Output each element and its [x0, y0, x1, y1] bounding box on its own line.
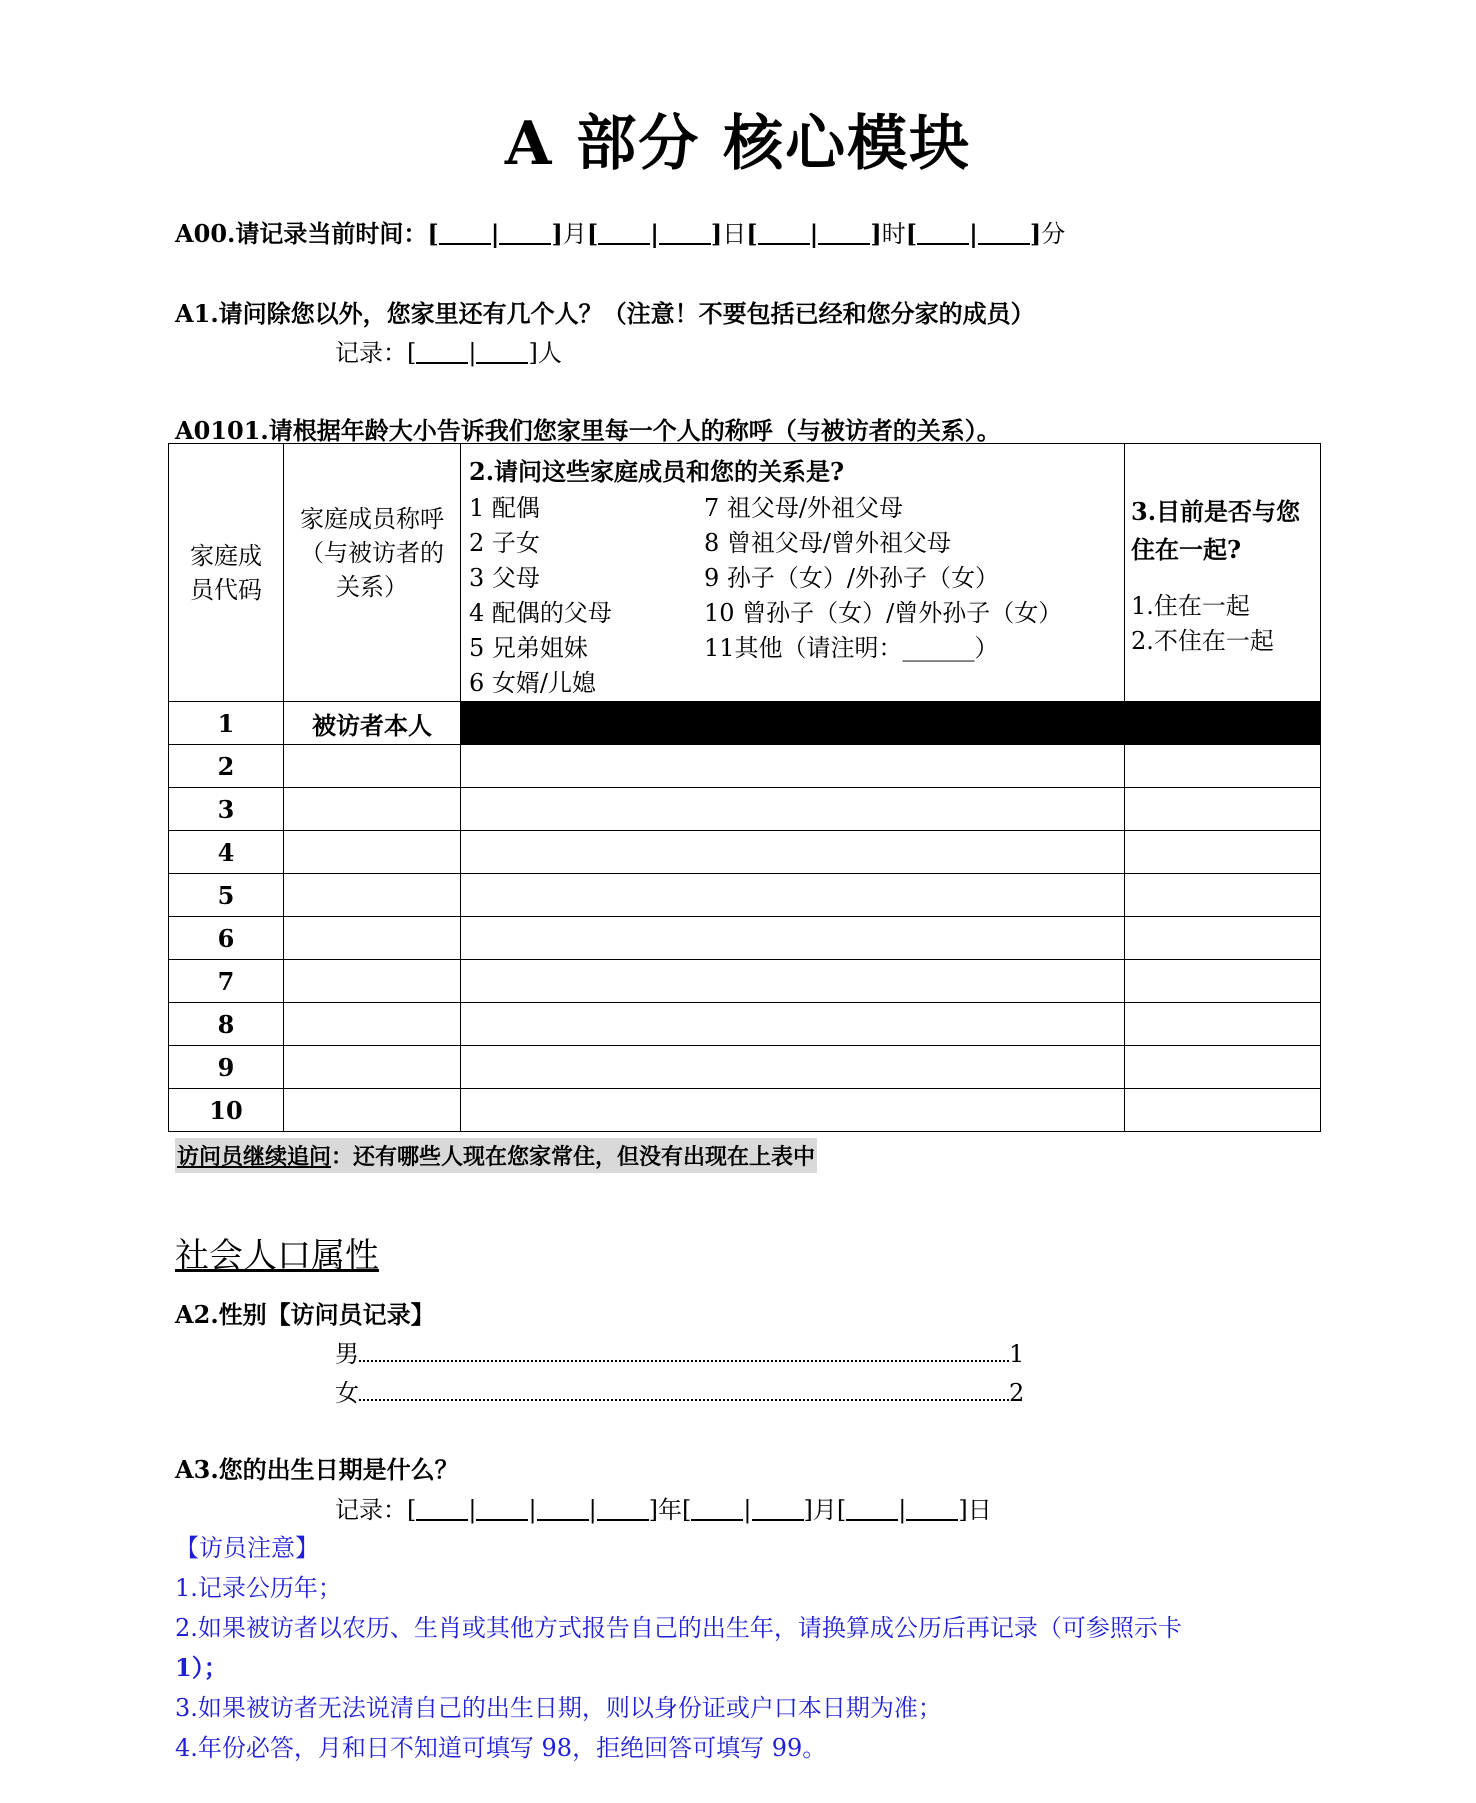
relationship-option-6: 6 女婿/儿媳 [469, 669, 596, 697]
table-row [169, 1003, 1321, 1046]
relationship-options-right [704, 491, 1062, 701]
blank-minute-1[interactable] [917, 221, 969, 245]
member-title-cell[interactable] [284, 1003, 461, 1046]
live-together-cell[interactable] [1125, 745, 1321, 788]
member-title-cell[interactable] [284, 788, 461, 831]
followup-note [175, 1138, 817, 1173]
unit-day: 日 [722, 220, 747, 248]
relationship-cell[interactable] [461, 874, 1125, 917]
blank-year-1[interactable] [416, 1497, 468, 1521]
section-title: 社会人口属性 [175, 1236, 379, 1276]
live-together-cell[interactable] [1125, 917, 1321, 960]
live-together-options [1131, 589, 1314, 659]
member-title-cell[interactable] [284, 831, 461, 874]
live-together-cell[interactable] [1125, 788, 1321, 831]
blank-year-3[interactable] [537, 1497, 589, 1521]
header-relationship [461, 444, 1125, 702]
relationship-cell[interactable] [461, 1046, 1125, 1089]
a3-record: 记录：[ | | | ]年[ | ]月[ | ]日 [335, 1496, 992, 1524]
blank-year-2[interactable] [476, 1497, 528, 1521]
table-row [169, 702, 1321, 745]
blank-hour-2[interactable] [818, 221, 870, 245]
member-code-cell: 8 [169, 1003, 284, 1046]
blank-count-2[interactable] [476, 340, 528, 364]
live-option-1: 1.住在一起 [1131, 591, 1250, 620]
a1-record: 记录：[ | ]人 [335, 339, 562, 367]
question-a00: A00.请记录当前时间：[ | ]月[ | ]日[ | ]时[ | ]分 [175, 219, 1066, 248]
unit-hour: 时 [881, 220, 906, 248]
relationship-option-ext-3: 9 孙子（女）/外孙子（女） [704, 564, 999, 592]
member-code-cell: 6 [169, 917, 284, 960]
header-member-code: 家庭成员代码 [169, 444, 284, 702]
record-label: 记录： [335, 339, 407, 367]
relationship-question: 2.请问这些家庭成员和您的关系是? [469, 457, 845, 486]
relationship-option-ext-4: 10 曾孙子（女）/曾外孙子（女） [704, 599, 1063, 627]
table-row [169, 788, 1321, 831]
table-row [169, 917, 1321, 960]
live-together-cell [1125, 702, 1321, 745]
header-live-together [1125, 444, 1321, 702]
member-code-cell: 5 [169, 874, 284, 917]
member-title-cell[interactable] [284, 745, 461, 788]
blank-day-1[interactable] [598, 221, 650, 245]
page-title: A 部分 核心模块 [504, 109, 972, 179]
relationship-cell[interactable] [461, 831, 1125, 874]
live-together-cell[interactable] [1125, 874, 1321, 917]
blank-minute-2[interactable] [978, 221, 1030, 245]
blank-month-2[interactable] [499, 221, 551, 245]
blank-hour-1[interactable] [758, 221, 810, 245]
note-3: 3.如果被访者无法说清自己的出生日期，则以身份证或户口本日期为准； [175, 1694, 942, 1722]
question-a0101: A0101.请根据年龄大小告诉我们您家里每一个人的称呼（与被访者的关系）。 [175, 416, 1001, 445]
blank-bmonth-1[interactable] [691, 1497, 743, 1521]
table-row [169, 745, 1321, 788]
relationship-option-4: 4 配偶的父母 [469, 599, 612, 627]
blank-count-1[interactable] [416, 340, 468, 364]
relationship-cell[interactable] [461, 960, 1125, 1003]
blank-bmonth-2[interactable] [752, 1497, 804, 1521]
header-member-title: 家庭成员称呼（与被访者的关系） [284, 444, 461, 702]
note-1: 1.记录公历年； [175, 1574, 342, 1602]
relationship-option-ext-5: 11其他（请注明：______） [704, 634, 999, 662]
relationship-cell [461, 702, 1125, 745]
relationship-option-2: 2 子女 [469, 529, 540, 557]
live-together-cell[interactable] [1125, 1003, 1321, 1046]
table-row [169, 874, 1321, 917]
member-code-cell: 7 [169, 960, 284, 1003]
member-code-cell: 10 [169, 1089, 284, 1132]
member-title-cell[interactable] [284, 917, 461, 960]
a2-option-female[interactable]: 女 2 [335, 1379, 1025, 1407]
a00-label: A00.请记录当前时间： [175, 219, 428, 248]
relationship-option-5: 5 兄弟姐妹 [469, 634, 588, 662]
blank-bday-1[interactable] [846, 1497, 898, 1521]
relationship-cell[interactable] [461, 1089, 1125, 1132]
note-2: 2.如果被访者以农历、生肖或其他方式报告自己的出生年，请换算成公历后再记录（可参照示卡 [175, 1614, 1182, 1642]
member-code-cell: 1 [169, 702, 284, 745]
relationship-options-left [469, 491, 704, 701]
member-title-cell[interactable] [284, 960, 461, 1003]
live-option-2: 2.不住在一起 [1131, 626, 1274, 655]
relationship-option-ext-1: 7 祖父母/外祖父母 [704, 494, 903, 522]
member-code-cell: 3 [169, 788, 284, 831]
relationship-option-ext-2: 8 曾祖父母/曾外祖父母 [704, 529, 951, 557]
question-a2: A2.性别【访问员记录】 [175, 1300, 435, 1329]
member-code-cell: 2 [169, 745, 284, 788]
member-code-cell: 4 [169, 831, 284, 874]
member-code-cell: 9 [169, 1046, 284, 1089]
interviewer-note-title: 【访员注意】 [175, 1534, 319, 1562]
question-a1: A1.请问除您以外，您家里还有几个人？（注意！不要包括已经和您分家的成员） [175, 299, 1035, 328]
relationship-cell[interactable] [461, 745, 1125, 788]
live-together-cell[interactable] [1125, 1089, 1321, 1132]
note-4: 4.年份必答，月和日不知道可填写 98，拒绝回答可填写 99。 [175, 1734, 827, 1762]
member-title-cell[interactable] [284, 874, 461, 917]
blank-day-2[interactable] [659, 221, 711, 245]
note-2-cont: 1）； [175, 1653, 228, 1682]
relationship-option-1: 1 配偶 [469, 494, 540, 522]
live-together-cell[interactable] [1125, 1046, 1321, 1089]
relationship-option-3: 3 父母 [469, 564, 540, 592]
live-together-cell[interactable] [1125, 960, 1321, 1003]
table-header-row [169, 444, 1321, 702]
question-a3: A3.您的出生日期是什么？ [175, 1455, 459, 1484]
blank-year-4[interactable] [597, 1497, 649, 1521]
relationship-cell[interactable] [461, 1003, 1125, 1046]
member-title-cell[interactable] [284, 1089, 461, 1132]
unit-month: 月 [562, 220, 587, 248]
relationship-cell[interactable] [461, 917, 1125, 960]
followup-text: ：还有哪些人现在您家常住，但没有出现在上表中 [331, 1144, 816, 1170]
a2-option-male[interactable]: 男 1 [335, 1340, 1025, 1368]
table-row [169, 1089, 1321, 1132]
member-title-cell: 被访者本人 [284, 702, 461, 745]
live-together-cell[interactable] [1125, 831, 1321, 874]
family-members-table [168, 443, 1321, 1132]
blank-month-1[interactable] [439, 221, 491, 245]
unit-person: 人 [537, 339, 562, 367]
live-together-question: 3.目前是否与您住在一起? [1131, 496, 1301, 564]
relationship-cell[interactable] [461, 788, 1125, 831]
table-row [169, 831, 1321, 874]
unit-minute: 分 [1041, 220, 1066, 248]
followup-label: 访问员继续追问 [177, 1144, 332, 1170]
blank-bday-2[interactable] [906, 1497, 958, 1521]
table-row [169, 960, 1321, 1003]
table-row [169, 1046, 1321, 1089]
member-title-cell[interactable] [284, 1046, 461, 1089]
